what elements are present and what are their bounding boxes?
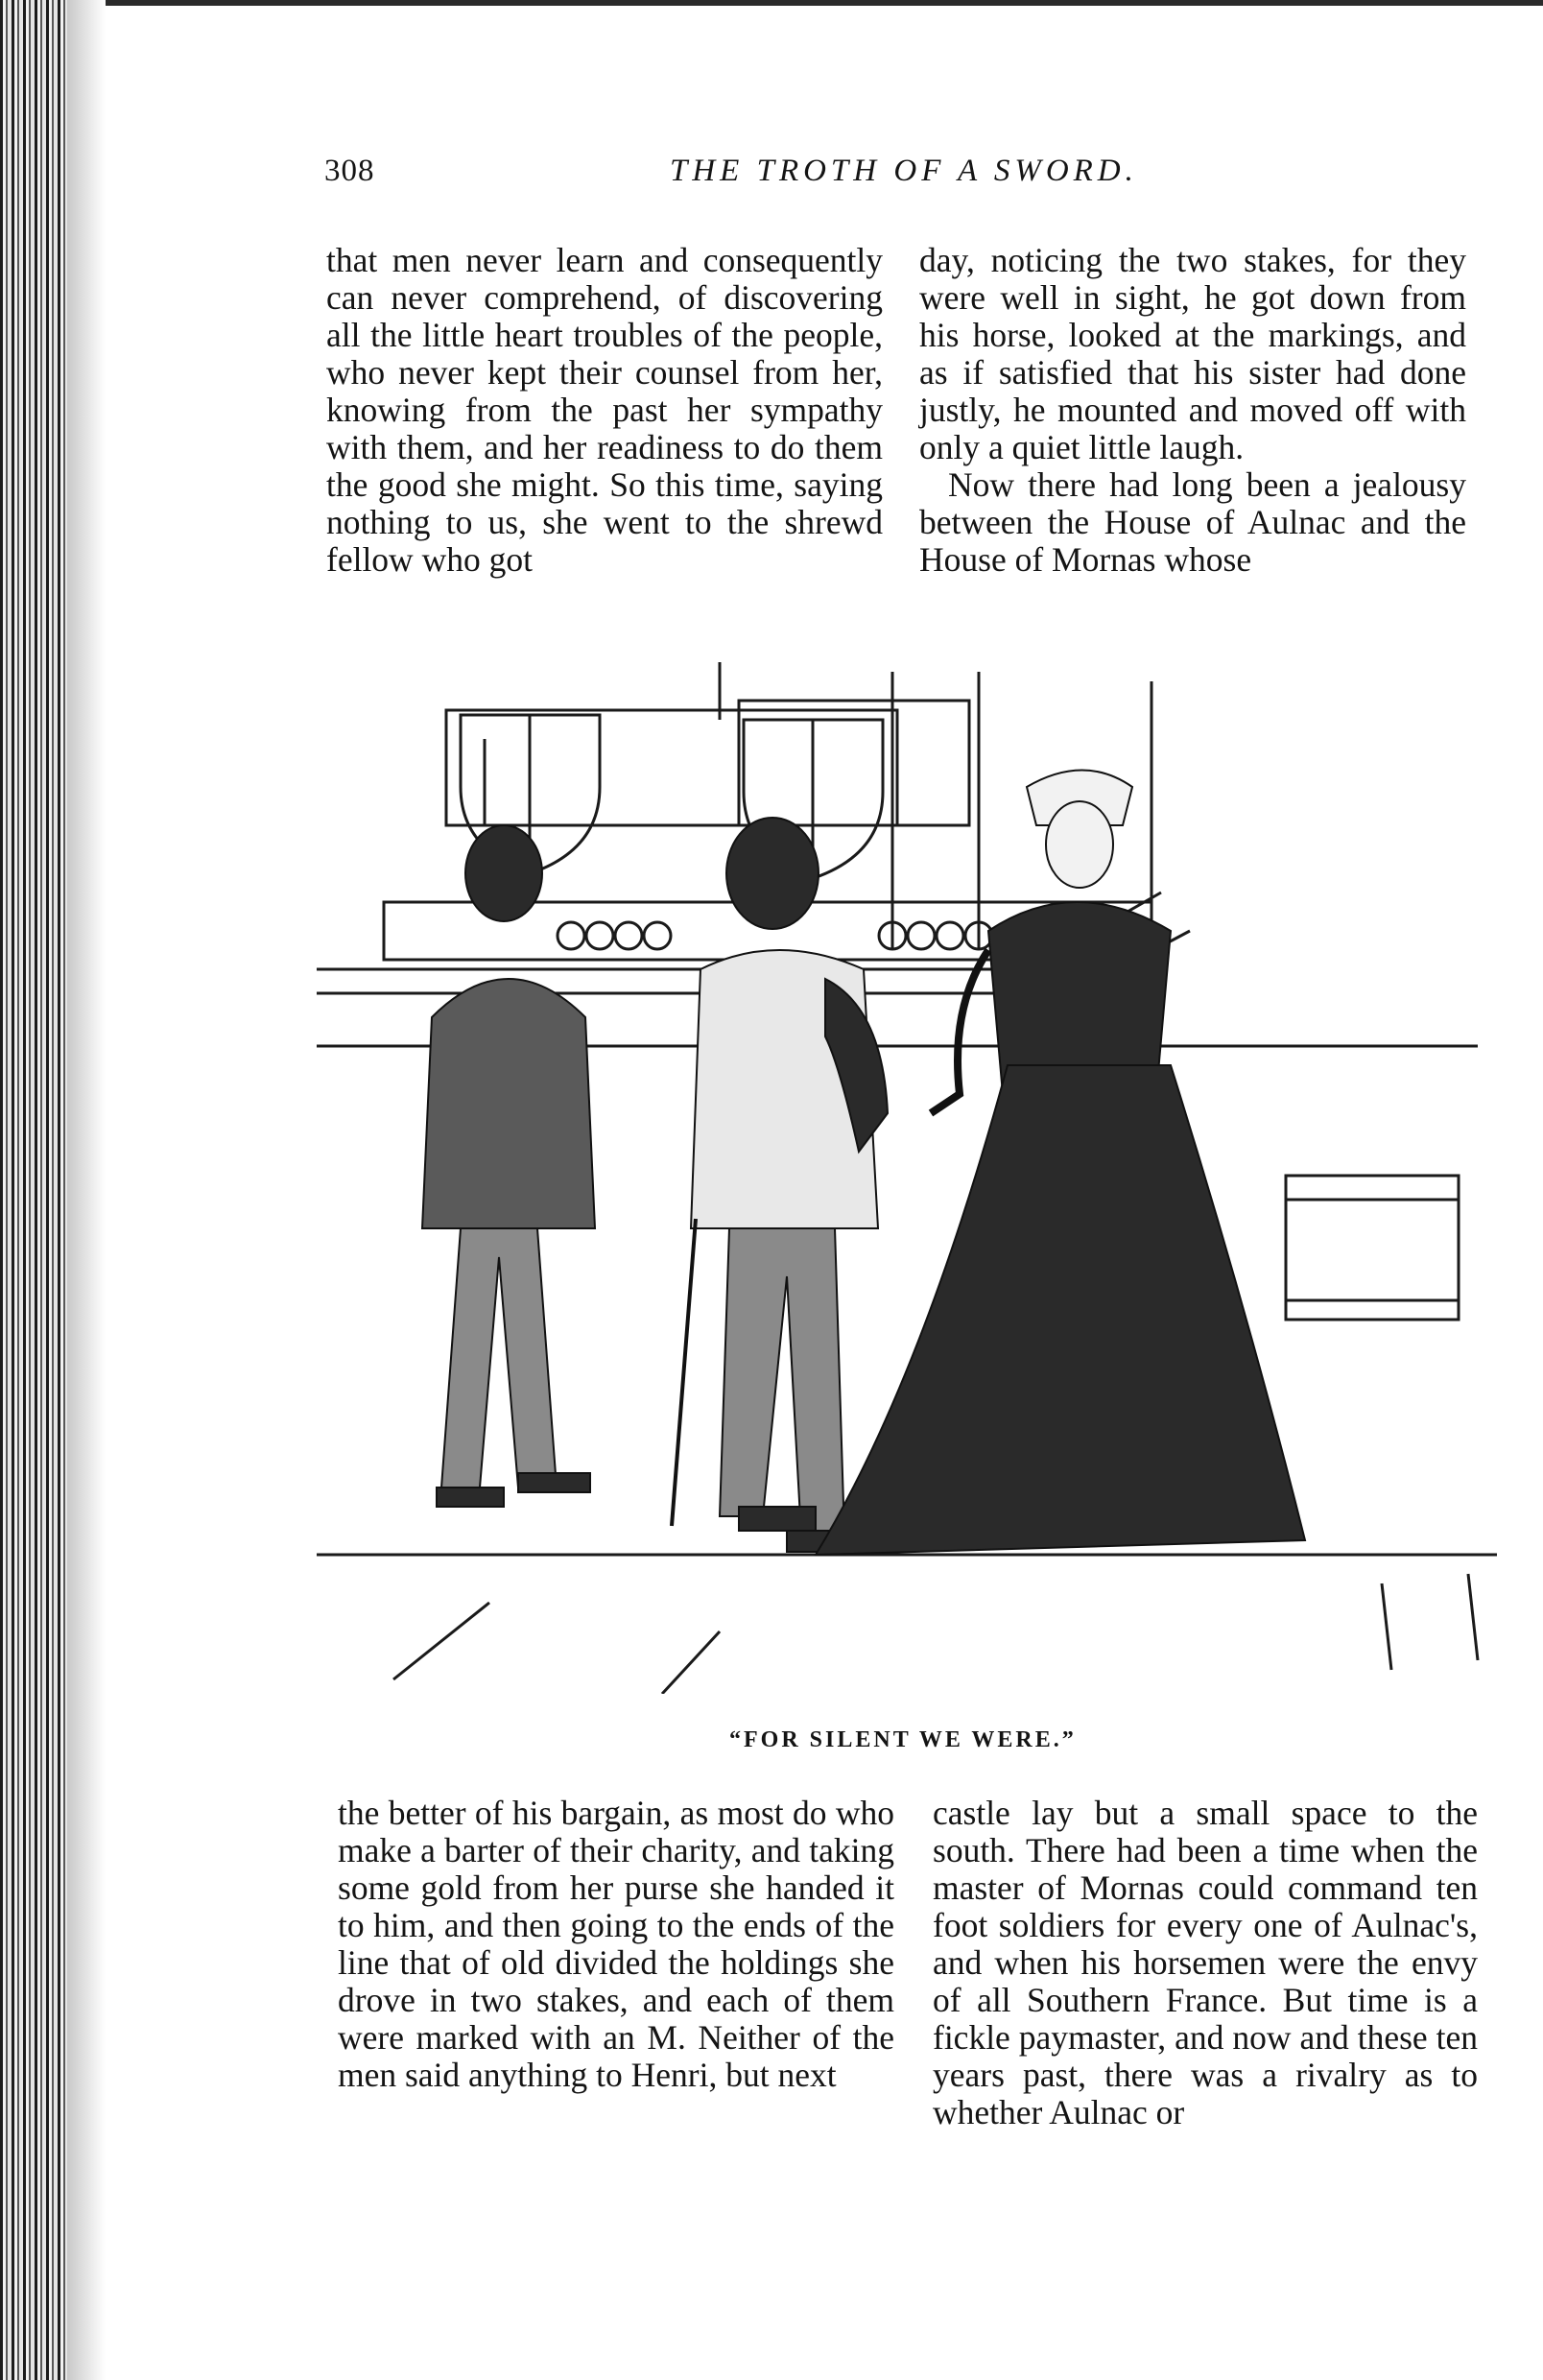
running-title: THE TROTH OF A SWORD. <box>670 154 1138 188</box>
paragraph: Now there had long been a jealousy between the House of Aulnac and the House of Mornas whose <box>919 465 1466 579</box>
paragraph: day, noticing the two stakes, for they were well in sight, he got down from his horse, looked at the markings, and as if satisfied that his sister had done justly, he mounted and moved off with only a quiet little laugh. <box>919 241 1466 466</box>
paragraph: castle lay but a small space to the south. There had been a time when the master of Mornas could command ten foot soldiers for every one of Aulnac's, and when his horsemen were the envy of all Southern France. But time is a fickle paymaster, and now and these ten years past, there was a rivalry as to whether Aulnac or <box>933 1794 1478 2131</box>
text-column-top-left <box>326 242 883 579</box>
text-column-bottom-left <box>338 1795 894 2094</box>
figure-center-man <box>672 818 888 1552</box>
page-header <box>324 154 1188 202</box>
figure-left-man <box>422 825 595 1507</box>
window-frame-left <box>446 710 897 825</box>
text-column-bottom-right <box>933 1795 1478 2131</box>
carved-chest <box>1286 1176 1459 1320</box>
book-edge <box>0 0 106 2380</box>
figure-lady <box>816 771 1305 1556</box>
text-column-top-right <box>919 242 1466 579</box>
paragraph: the better of his bargain, as most do who make a barter of their charity, and taking some gold from her purse she handed it to him, and then going to the ends of the line that of old divided the holdings she drove in two stakes, and each of them were marked with an M. Neither of the men said anything to Henri, but next <box>338 1794 894 2094</box>
page-top-edge <box>106 0 1543 6</box>
illustration-caption: “FOR SILENT WE WERE.” <box>729 1727 1077 1752</box>
illustration-engraving <box>317 662 1497 1694</box>
page-number: 308 <box>324 154 375 188</box>
paragraph: that men never learn and consequently can never comprehend, of discovering all the little heart troubles of the people, who never kept their counsel from her, knowing from the past her sympathy with them, and her readiness to do them the good she might. So this time, saying nothing to us, she went to the shrewd fellow who got <box>326 241 883 579</box>
